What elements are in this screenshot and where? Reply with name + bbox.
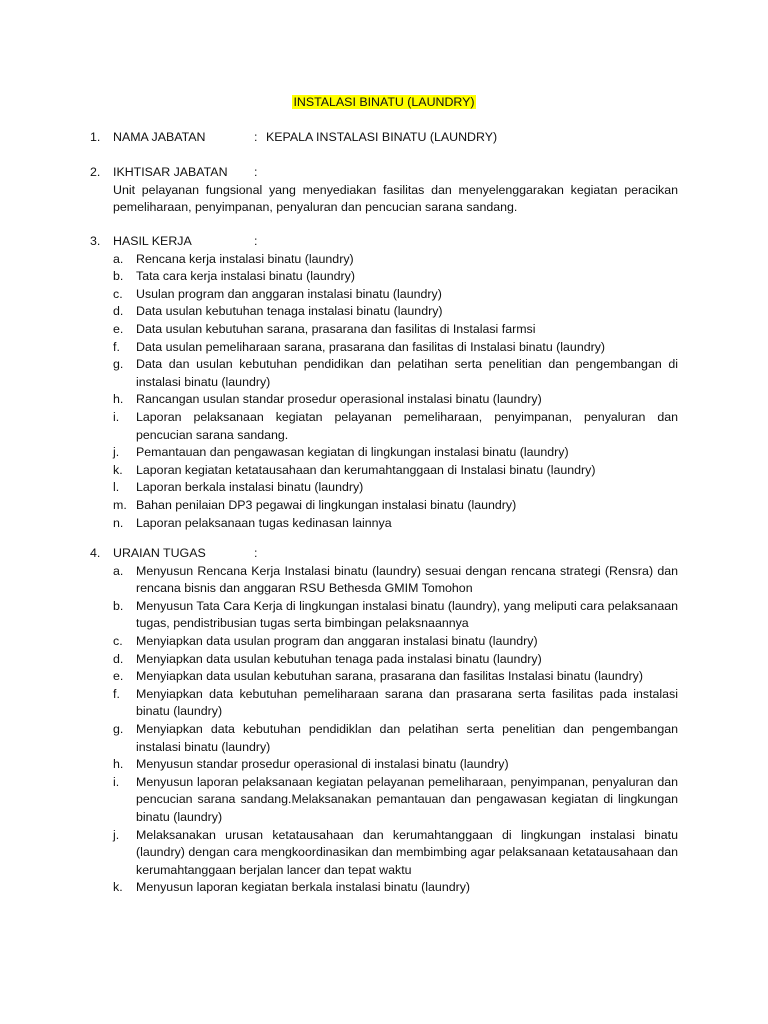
list-item-letter: c. — [113, 286, 123, 301]
section-label: IKHTISAR JABATAN — [113, 165, 228, 179]
section-number: 4. — [90, 546, 101, 560]
section-header — [90, 129, 678, 147]
list-item — [113, 651, 678, 669]
list-item — [113, 879, 678, 897]
list-item-letter: n. — [113, 515, 124, 530]
list-item-letter: h. — [113, 757, 124, 772]
list-item-letter: d. — [113, 651, 124, 666]
list-item-text: Laporan kegiatan ketatausahaan dan kerumahtanggaan di Instalasi binatu (laundry) — [136, 462, 596, 477]
list-item — [113, 686, 678, 721]
list-item — [113, 497, 678, 515]
list-item-letter: g. — [113, 721, 124, 736]
list-item-text: Menyusun Tata Cara Kerja di lingkungan instalasi binatu (laundry), yang meliputi cara pelaksanaan tugas, pendistribusian tugas serta bimbingan pelaksnaannya — [136, 598, 678, 631]
hasil-kerja-list — [113, 251, 678, 533]
section-colon: : — [254, 546, 258, 560]
list-item-letter: i. — [113, 774, 120, 789]
list-item — [113, 339, 678, 357]
list-item — [113, 774, 678, 827]
list-item-letter: f. — [113, 686, 120, 701]
section-colon: : — [254, 234, 258, 248]
section-colon: : — [254, 165, 258, 179]
section-number: 3. — [90, 234, 101, 248]
list-item-letter: a. — [113, 563, 124, 578]
list-item — [113, 286, 678, 304]
list-item-text: Menyiapkan data usulan program dan anggaran instalasi binatu (laundry) — [136, 633, 538, 648]
list-item-letter: c. — [113, 633, 123, 648]
section-paragraph: Unit pelayanan fungsional yang menyediakan fasilitas dan menyelenggarakan kegiatan peracikan pemeliharaan, penyimpanan, penyaluran dan pencucian sarana sandang. — [113, 182, 678, 215]
list-item-letter: g. — [113, 357, 124, 372]
list-item-text: Rencana kerja instalasi binatu (laundry) — [136, 251, 354, 266]
list-item — [113, 251, 678, 269]
list-item — [113, 668, 678, 686]
uraian-tugas-list — [113, 563, 678, 897]
section-nama-jabatan — [90, 129, 678, 147]
list-item-text: Tata cara kerja instalasi binatu (laundry) — [136, 269, 356, 284]
section-colon: : — [254, 130, 258, 144]
list-item-text: Menyiapkan data usulan kebutuhan sarana, prasarana dan fasilitas Instalasi binatu (laundry) — [136, 669, 643, 684]
list-item — [113, 303, 678, 321]
list-item-text: Melaksanakan urusan ketatausahaan dan kerumahtanggaan di lingkungan instalasi binatu (laundry) dengan cara mengkoordinasikan dan membimbing agar pelaksanaan ketatausahaan dan kerumahtanggaan berjalan lancer dan tepat waktu — [136, 827, 678, 877]
list-item-text: Menyusun laporan kegiatan berkala instalasi binatu (laundry) — [136, 880, 471, 895]
list-item-letter: e. — [113, 669, 124, 684]
list-item — [113, 356, 678, 391]
list-item-text: Laporan pelaksanaan kegiatan pelayanan pemeliharaan, penyimpanan, penyaluran dan pencucian sarana sandang. — [136, 409, 678, 442]
list-item-letter: l. — [113, 480, 120, 495]
list-item — [113, 462, 678, 480]
list-item — [113, 756, 678, 774]
list-item — [113, 515, 678, 533]
list-item-letter: b. — [113, 269, 124, 284]
list-item — [113, 321, 678, 339]
list-item-letter: d. — [113, 304, 124, 319]
list-item — [113, 391, 678, 409]
section-number: 1. — [90, 130, 101, 144]
list-item — [113, 827, 678, 880]
list-item-text: Laporan pelaksanaan tugas kedinasan lainnya — [136, 515, 392, 530]
section-label: HASIL KERJA — [113, 234, 192, 248]
list-item-text: Menyusun laporan pelaksanaan kegiatan pelayanan pemeliharaan, penyimpanan, penyaluran dan pencucian sarana sandang.Melaksanakan pemantauan dan pengawasan kegiatan di lingkungan binatu (laundry) — [136, 774, 678, 824]
list-item-text: Pemantauan dan pengawasan kegiatan di lingkungan instalasi binatu (laundry) — [136, 445, 569, 460]
list-item-letter: e. — [113, 321, 124, 336]
section-value: KEPALA INSTALASI BINATU (LAUNDRY) — [266, 130, 498, 144]
list-item — [113, 444, 678, 462]
list-item-text: Bahan penilaian DP3 pegawai di lingkungan instalasi binatu (laundry) — [136, 497, 517, 512]
list-item-letter: f. — [113, 339, 120, 354]
list-item-letter: j. — [113, 827, 120, 842]
section-header — [90, 233, 678, 251]
list-item-letter: h. — [113, 392, 124, 407]
list-item — [113, 409, 678, 444]
section-number: 2. — [90, 165, 101, 179]
section-hasil-kerja — [90, 233, 678, 532]
list-item — [113, 268, 678, 286]
list-item-letter: i. — [113, 409, 120, 424]
list-item — [113, 563, 678, 598]
list-item-text: Menyusun standar prosedur operasional di instalasi binatu (laundry) — [136, 757, 509, 772]
list-item-text: Usulan program dan anggaran instalasi binatu (laundry) — [136, 286, 442, 301]
list-item — [113, 598, 678, 633]
section-header — [90, 545, 678, 563]
document-title-block — [0, 94, 768, 112]
list-item-text: Menyiapkan data usulan kebutuhan tenaga pada instalasi binatu (laundry) — [136, 651, 542, 666]
list-item-text: Menyiapkan data kebutuhan pendidiklan dan pelatihan serta penelitian dan pengembangan instalasi binatu (laundry) — [136, 721, 678, 754]
list-item-text: Menyiapkan data kebutuhan pemeliharaan sarana dan prasarana serta fasilitas pada instalasi binatu (laundry) — [136, 686, 678, 719]
list-item-letter: j. — [113, 445, 120, 460]
list-item-text: Menyusun Rencana Kerja Instalasi binatu (laundry) sesuai dengan rencana strategi (Rensra) dan rencana bisnis dan anggaran RSU Bethesda GMIM Tomohon — [136, 563, 678, 596]
list-item-text: Data usulan kebutuhan tenaga instalasi binatu (laundry) — [136, 304, 443, 319]
list-item-text: Laporan berkala instalasi binatu (laundry) — [136, 480, 364, 495]
section-ikhtisar-jabatan — [90, 164, 678, 217]
list-item-text: Data usulan pemeliharaan sarana, prasarana dan fasilitas di Instalasi binatu (laundry) — [136, 339, 606, 354]
section-header — [90, 164, 678, 182]
document-title: INSTALASI BINATU (LAUNDRY) — [293, 95, 475, 109]
list-item — [113, 633, 678, 651]
list-item-letter: m. — [113, 497, 127, 512]
list-item-text: Rancangan usulan standar prosedur operasional instalasi binatu (laundry) — [136, 392, 542, 407]
list-item-letter: k. — [113, 880, 123, 895]
list-item-text: Data usulan kebutuhan sarana, prasarana dan fasilitas di Instalasi farmsi — [136, 321, 536, 336]
list-item-text: Data dan usulan kebutuhan pendidikan dan pelatihan serta penelitian dan pengembangan di instalasi binatu (laundry) — [136, 357, 678, 389]
section-uraian-tugas — [90, 545, 678, 897]
section-label: URAIAN TUGAS — [113, 546, 206, 560]
list-item-letter: a. — [113, 251, 124, 266]
list-item — [113, 479, 678, 497]
list-item-letter: k. — [113, 462, 123, 477]
list-item-letter: b. — [113, 598, 124, 613]
section-label: NAMA JABATAN — [113, 130, 206, 144]
list-item — [113, 721, 678, 756]
